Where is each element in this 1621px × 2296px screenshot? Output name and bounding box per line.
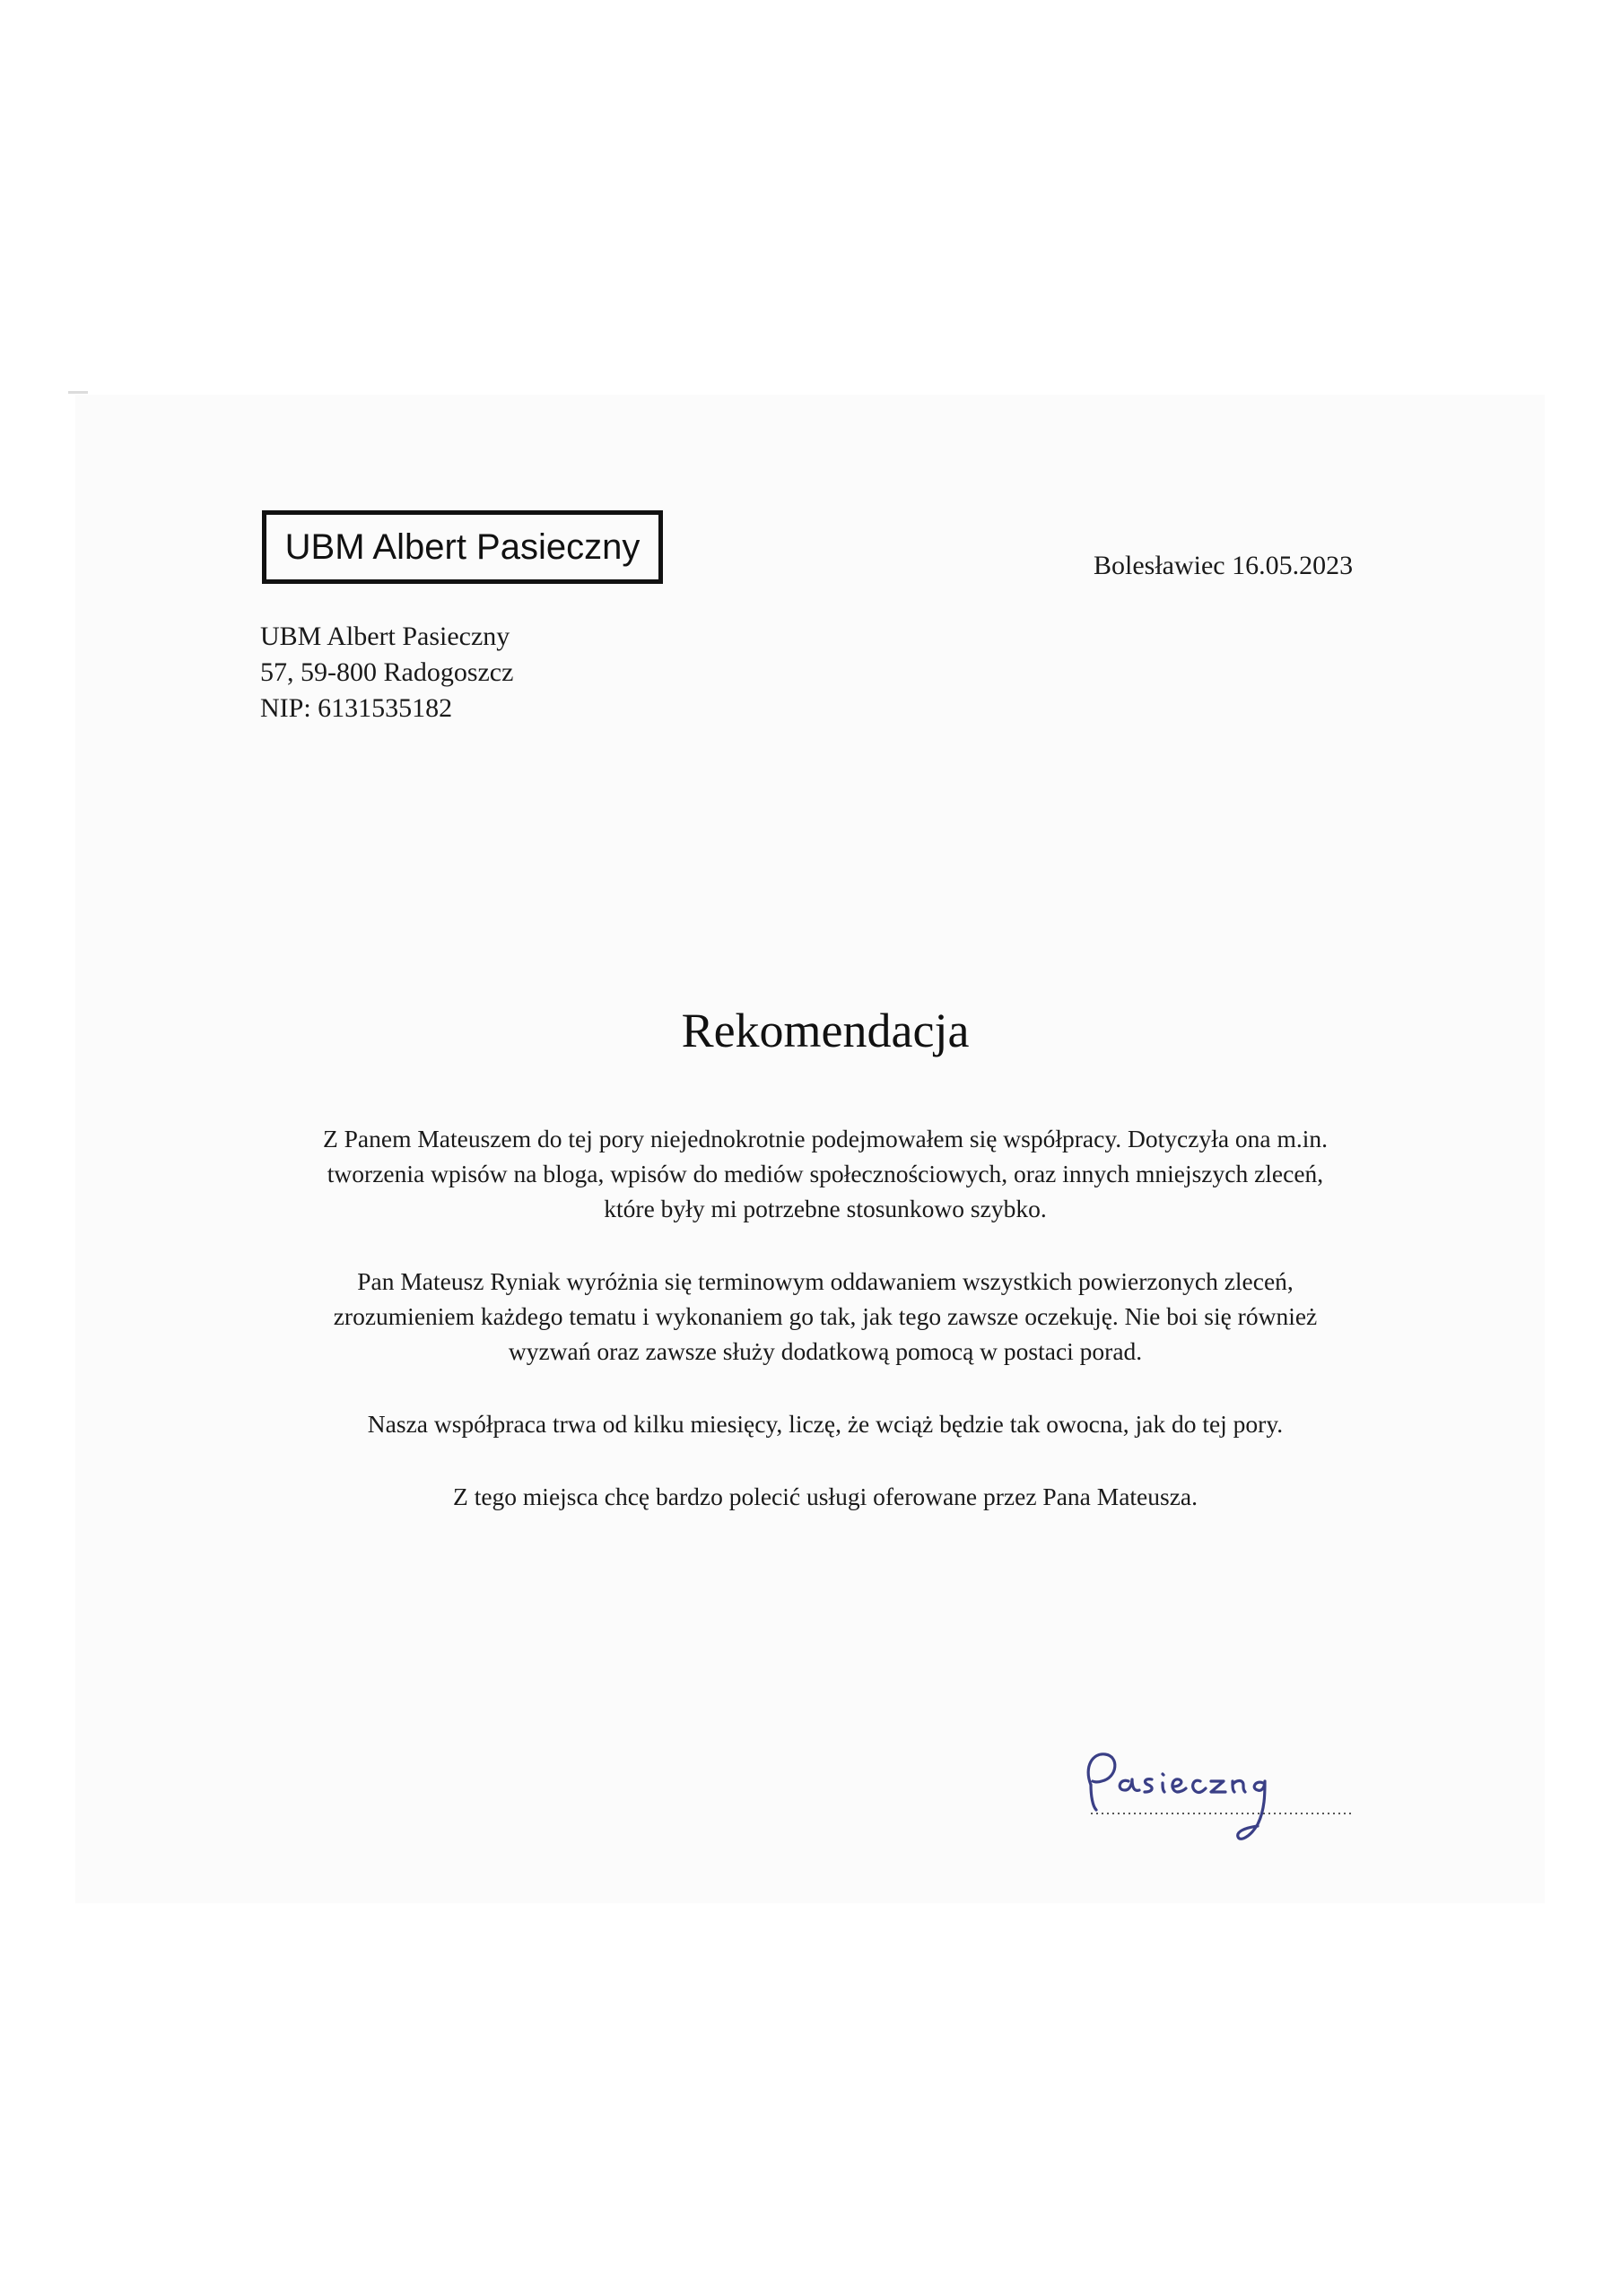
sender-address [260,619,513,726]
paragraph-1 [197,1121,1453,1226]
paragraph-line: wyzwań oraz zawsze służy dodatkową pomocą w postaci porad. [508,1337,1143,1365]
paragraph-line: Pan Mateusz Ryniak wyróżnia się terminowym oddawaniem wszystkich powierzonych zleceń, [357,1267,1294,1295]
paragraph-4 [197,1479,1453,1514]
letter-body [197,1121,1453,1514]
paragraph-line: zrozumieniem każdego tematu i wykonaniem go tak, jak tego zawsze oczekuję. Nie boi się również [333,1302,1318,1330]
handwritten-signature [1066,1731,1371,1866]
sender-name: UBM Albert Pasieczny [260,622,510,651]
paragraph-line: tworzenia wpisów na bloga, wpisów do mediów społecznościowych, oraz innych mniejszych zleceń, [327,1160,1324,1187]
paragraph-line: Z Panem Mateuszem do tej pory niejednokrotnie podejmowałem się współpracy. Dotyczyła ona m.in. [322,1125,1329,1152]
paragraph-line: które były mi potrzebne stosunkowo szybko. [604,1195,1047,1222]
scan-artifact [68,391,88,394]
paragraph-2 [197,1264,1453,1369]
sender-street: 57, 59-800 Radogoszcz [260,657,514,687]
place-date: Bolesławiec 16.05.2023 [1094,551,1354,580]
company-logo: UBM Albert Pasieczny [262,510,663,584]
sender-tax-id: NIP: 6131535182 [260,693,453,723]
paragraph-line: Nasza współpraca trwa od kilku miesięcy, liczę, że wciąż będzie tak owocna, jak do tej pory. [367,1410,1284,1438]
document-title: Rekomendacja [681,1004,970,1057]
paragraph-3 [197,1406,1453,1441]
paragraph-line: Z tego miejsca chcę bardzo polecić usługi oferowane przez Pana Mateusza. [453,1483,1198,1510]
